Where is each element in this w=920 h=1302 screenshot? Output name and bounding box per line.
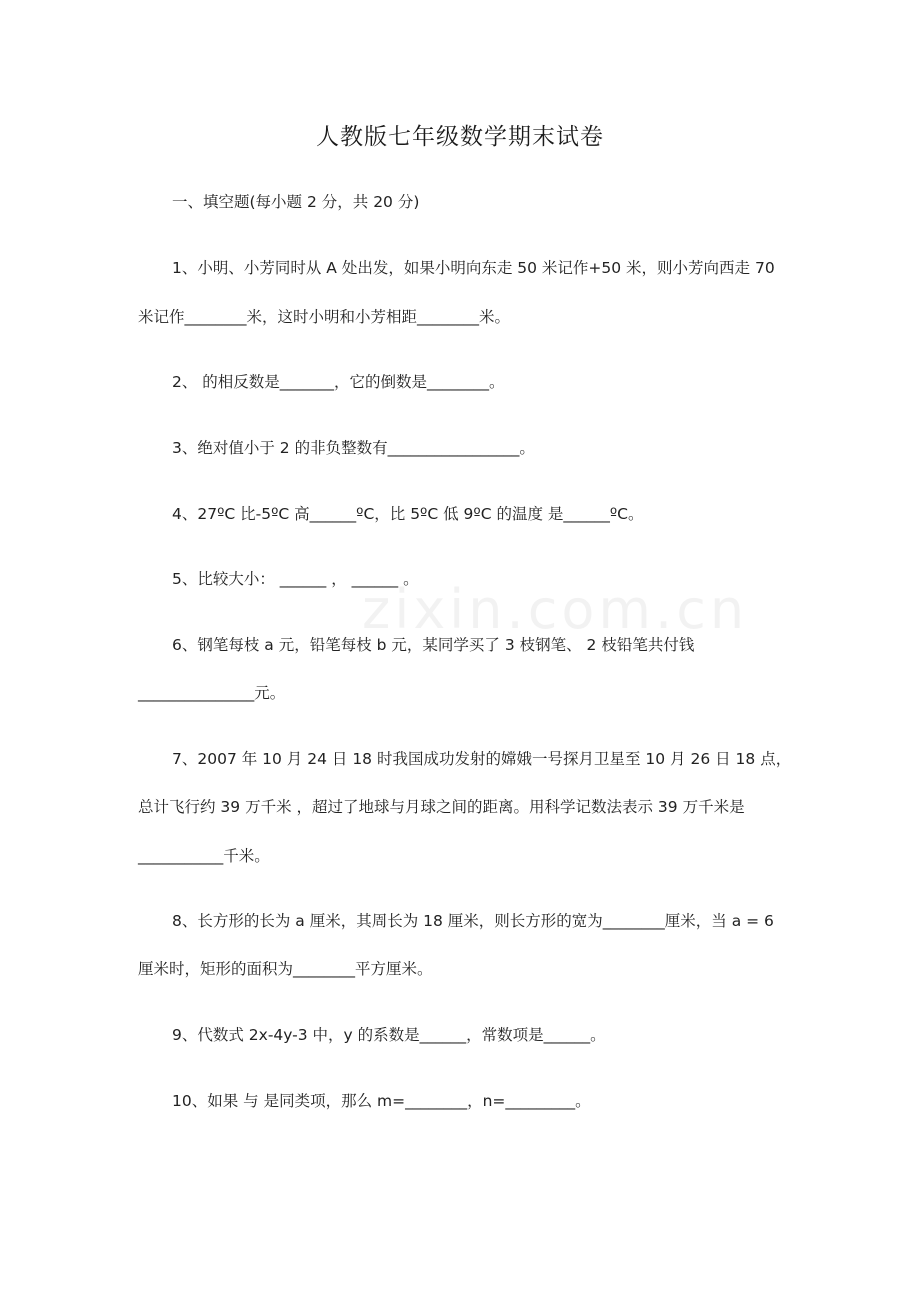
question-9: 9、代数式 2x-4y-3 中，y 的系数是______，常数项是______。 [172, 1026, 606, 1044]
question-6-line-2: _______________元。 [138, 684, 286, 702]
question-8-line-1: 8、长方形的长为 a 厘米，其周长为 18 厘米，则长方形的宽为________厘米，当 a = 6 [172, 912, 774, 930]
question-7-line-2: 总计飞行约 39 万千米 ，超过了地球与月球之间的距离。用科学记数法表示 39 万千米是 [138, 798, 745, 816]
question-7-line-3: ___________千米。 [138, 847, 270, 865]
question-5: 5、比较大小： ______ ， ______ 。 [172, 570, 419, 588]
question-2: 2、 的相反数是_______，它的倒数是________。 [172, 373, 505, 391]
question-3: 3、绝对值小于 2 的非负整数有_________________。 [172, 439, 535, 457]
question-6-line-1: 6、钢笔每枝 a 元，铅笔每枝 b 元，某同学买了 3 枝钢笔、 2 枝铅笔共付钱 [172, 636, 695, 654]
section-heading: 一、填空题(每小题 2 分，共 20 分) [172, 193, 420, 211]
question-1-line-1: 1、小明、小芳同时从 A 处出发，如果小明向东走 50 米记作+50 米，则小芳向西走 70 [172, 259, 775, 277]
document-title: 人教版七年级数学期末试卷 [316, 124, 604, 150]
watermark: zixin.com.cn [362, 578, 749, 641]
question-4: 4、27ºC 比-5ºC 高______ºC，比 5ºC 低 9ºC 的温度 是______ºC。 [172, 505, 644, 523]
question-10: 10、如果 与 是同类项，那么 m=________，n=_________。 [172, 1092, 591, 1110]
question-1-line-2: 米记作________米，这时小明和小芳相距________米。 [138, 308, 511, 326]
question-7-line-1: 7、2007 年 10 月 24 日 18 时我国成功发射的嫦娥一号探月卫星至 10 月 26 日 18 点， [172, 750, 792, 768]
question-8-line-2: 厘米时，矩形的面积为________平方厘米。 [138, 960, 433, 978]
